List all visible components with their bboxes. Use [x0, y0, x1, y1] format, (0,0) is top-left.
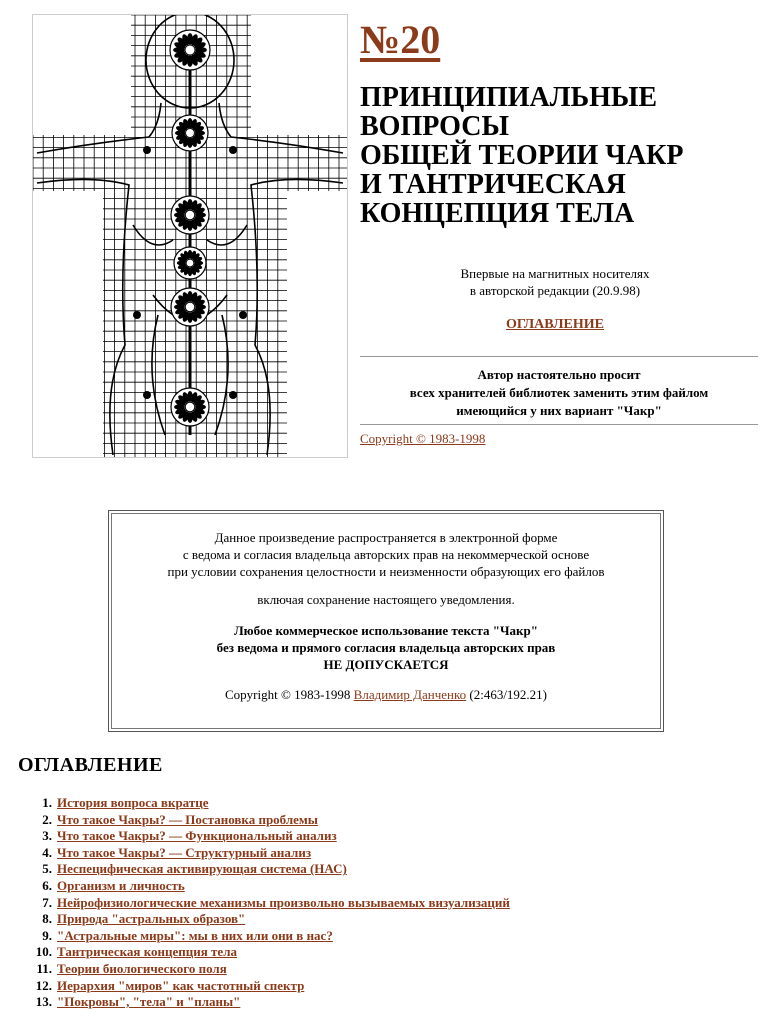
toc-item-number: 3. [42, 828, 52, 844]
divider [360, 424, 758, 425]
notice-line: при условии сохранения целостности и неизменности образующих его файлов [167, 564, 605, 579]
toc-item-number: 6. [42, 877, 52, 893]
toc-item-link[interactable]: Теории биологического поля [57, 960, 227, 976]
notice-line: Данное произведение распространяется в электронной форме [214, 530, 558, 545]
title-line: И ТАНТРИЧЕСКАЯ [360, 169, 626, 200]
notice-line: с ведома и согласия владельца авторских прав на некоммерческой основе [182, 547, 590, 562]
notice-line: включая сохранение настоящего уведомления. [257, 592, 515, 607]
fidonet-address: (2:463/192.21) [469, 687, 548, 702]
request-line: Автор настоятельно просит [477, 367, 641, 382]
energy-point [143, 146, 151, 154]
toc-item-link[interactable]: Иерархия "миров" как частотный спектр [57, 977, 305, 993]
toc-item-link[interactable]: "Покровы", "тела" и "планы" [57, 994, 241, 1010]
edition-note [360, 265, 750, 299]
request-line: всех хранителей библиотек заменить этим файлом [409, 385, 709, 400]
toc-item-number: 7. [42, 894, 52, 910]
toc-item-link[interactable]: Тантрическая концепция тела [57, 944, 237, 960]
toc-item-link[interactable]: Что такое Чакры? — Функциональный анализ [57, 828, 337, 844]
toc-item [18, 994, 738, 1011]
energy-point [229, 391, 237, 399]
energy-point [229, 146, 237, 154]
toc-item-link[interactable]: Что такое Чакры? — Постановка проблемы [57, 811, 318, 827]
notice-paragraph [109, 529, 663, 580]
toc-item [18, 878, 738, 895]
toc-item-link[interactable]: Природа "астральных образов" [57, 911, 246, 927]
chakra-rosette [174, 247, 206, 279]
toc-item [18, 978, 738, 995]
toc-item [18, 812, 738, 829]
toc-item-number: 4. [42, 844, 52, 860]
notice-copyright [109, 687, 663, 703]
notice-warning [109, 622, 663, 673]
title-line: ОБЩЕЙ ТЕОРИИ ЧАКР [360, 140, 684, 171]
notice-bold-line: Любое коммерческое использование текста "Чакр" [234, 623, 538, 638]
toc-item-number: 9. [42, 927, 52, 943]
toc-item-number: 11. [36, 960, 52, 976]
toc-item [18, 944, 738, 961]
author-request [360, 366, 758, 420]
toc-item [18, 961, 738, 978]
license-notice-box [108, 510, 664, 732]
energy-point [239, 311, 247, 319]
notice-bold-line: НЕ ДОПУСКАЕТСЯ [323, 657, 449, 672]
chakra-rosette [171, 388, 209, 426]
toc-link[interactable]: ОГЛАВЛЕНИЕ [506, 317, 604, 332]
page-title [360, 83, 760, 228]
toc-item-number: 10. [35, 944, 52, 960]
toc-item [18, 861, 738, 878]
toc-item-link[interactable]: История вопроса вкратце [57, 795, 209, 810]
toc-item-number: 13. [35, 994, 52, 1010]
chakra-body-svg [33, 15, 347, 457]
edition-line: Впервые на магнитных носителях [460, 266, 650, 281]
toc-heading: ОГЛАВЛЕНИЕ [18, 754, 163, 776]
title-line: ПРИНЦИПИАЛЬНЫЕ [360, 82, 658, 113]
toc-item-link[interactable]: Нейрофизиологические механизмы произвольно вызываемых визуализаций [57, 894, 510, 910]
notice-bold-line: без ведома и прямого согласия владельца авторских прав [216, 640, 556, 655]
toc-item-link[interactable]: Что такое Чакры? — Структурный анализ [57, 844, 312, 860]
author-link[interactable]: Владимир Данченко [353, 687, 467, 702]
toc-item-number: 12. [35, 977, 52, 993]
toc-item [18, 845, 738, 862]
divider [360, 356, 758, 357]
copyright-link[interactable]: Copyright © 1983-1998 [360, 431, 486, 446]
request-line: имеющийся у них вариант "Чакр" [456, 403, 662, 418]
toc-item-number: 8. [42, 911, 52, 927]
title-line: КОНЦЕПЦИЯ ТЕЛА [360, 198, 635, 229]
toc-item-link[interactable]: Организм и личность [57, 877, 185, 893]
document-number[interactable]: №20 [360, 17, 441, 62]
edition-line: в авторской редакции (20.9.98) [469, 283, 641, 298]
toc-item-number: 2. [42, 811, 52, 827]
chakra-rosette [170, 30, 210, 70]
energy-point [143, 391, 151, 399]
toc-item-link[interactable]: Неспецифическая активирующая система (НАС) [57, 861, 347, 877]
toc-item-link[interactable]: "Астральные миры": мы в них или они в нас? [57, 927, 333, 943]
toc-item [18, 795, 738, 812]
toc-item-number: 1. [42, 795, 52, 810]
toc-item [18, 828, 738, 845]
toc-item [18, 895, 738, 912]
energy-point [133, 311, 141, 319]
title-line: ВОПРОСЫ [360, 111, 510, 142]
toc-item-number: 5. [42, 861, 52, 877]
chakra-rosette [171, 288, 209, 326]
toc-item [18, 911, 738, 928]
chakra-rosette [171, 196, 209, 234]
toc-link-container [360, 317, 750, 333]
toc-list [18, 795, 738, 1011]
chakra-body-figure [32, 14, 348, 458]
copyright-text: Copyright © 1983-1998 [224, 687, 351, 702]
chakra-rosette [172, 115, 208, 151]
toc-item [18, 928, 738, 945]
